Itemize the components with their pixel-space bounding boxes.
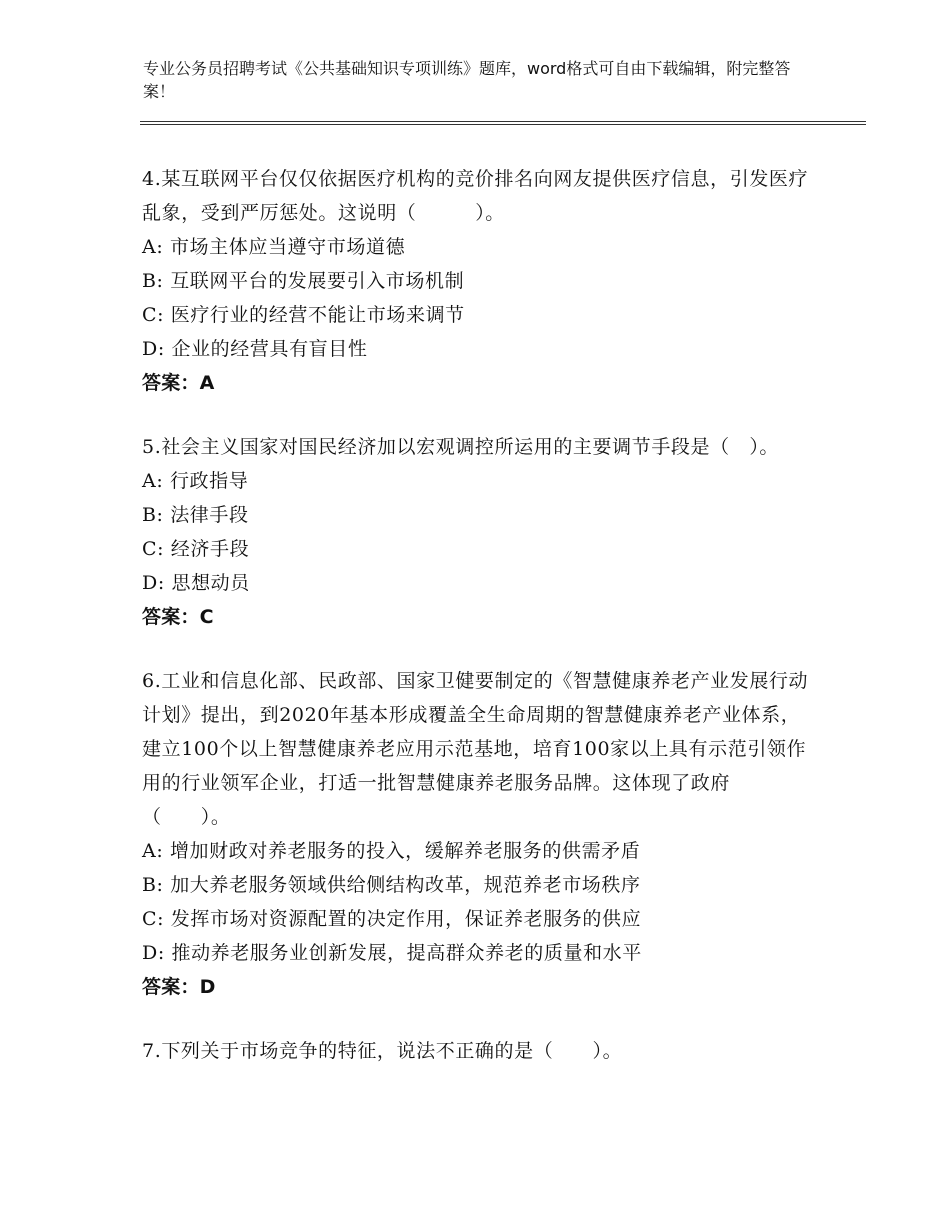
option-c: C: 医疗行业的经营不能让市场来调节	[142, 304, 465, 326]
option-b: B: 互联网平台的发展要引入市场机制	[142, 270, 465, 292]
option-a: A: 行政指导	[142, 470, 249, 492]
question-6	[142, 664, 812, 1004]
header-double-rule	[140, 121, 866, 125]
question-7	[142, 1034, 812, 1068]
question-stem: 5.社会主义国家对国民经济加以宏观调控所运用的主要调节手段是（ ）。	[142, 436, 780, 458]
option-b: B: 加大养老服务领域供给侧结构改革，规范养老市场秩序	[142, 874, 641, 896]
option-d: D: 企业的经营具有盲目性	[142, 338, 368, 360]
option-a: A: 增加财政对养老服务的投入，缓解养老服务的供需矛盾	[142, 840, 641, 862]
option-d: D: 思想动员	[142, 572, 250, 594]
question-list	[142, 162, 812, 1098]
option-a: A: 市场主体应当遵守市场道德	[142, 236, 406, 258]
option-c: C: 经济手段	[142, 538, 250, 560]
question-5	[142, 430, 812, 634]
question-stem: 6.工业和信息化部、民政部、国家卫健要制定的《智慧健康养老产业发展行动计划》提出，到2020年基本形成覆盖全生命周期的智慧健康养老产业体系，建立100个以上智慧健康养老应用示范基地，培育100家以上具有示范引领作用的行业领军企业，打适一批智慧健康养老服务品牌。这体现了政府（ ）。	[142, 670, 809, 828]
question-stem: 7.下列关于市场竞争的特征，说法不正确的是（ ）。	[142, 1040, 623, 1062]
option-b: B: 法律手段	[142, 504, 249, 526]
question-stem: 4.某互联网平台仅仅依据医疗机构的竞价排名向网友提供医疗信息，引发医疗乱象，受到严厉惩处。这说明（ ）。	[142, 168, 809, 224]
answer-label: 答案：C	[142, 606, 214, 628]
option-c: C: 发挥市场对资源配置的决定作用，保证养老服务的供应	[142, 908, 642, 930]
document-header: 专业公务员招聘考试《公共基础知识专项训练》题库，word格式可自由下载编辑，附完整答案！	[143, 59, 791, 101]
option-d: D: 推动养老服务业创新发展，提高群众养老的质量和水平	[142, 942, 642, 964]
answer-label: 答案：A	[142, 372, 215, 394]
question-4	[142, 162, 812, 400]
answer-label: 答案：D	[142, 976, 216, 998]
